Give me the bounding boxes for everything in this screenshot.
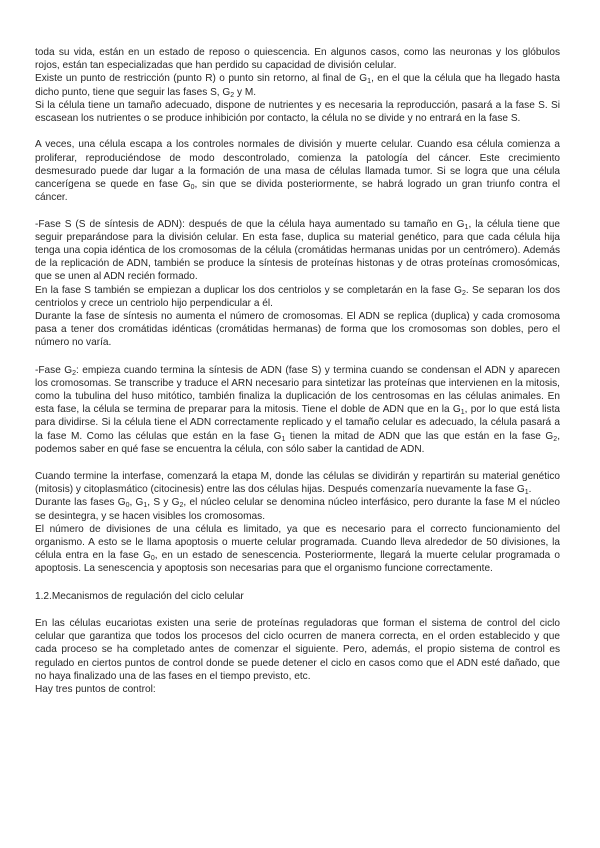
text: . [528, 484, 532, 496]
paragraph-phase-s [35, 218, 560, 284]
paragraph-size-nutrients [35, 99, 560, 125]
text: -Fase S (S de síntesis de ADN): después de que la célula haya aumentado su tamaño en G [35, 218, 465, 230]
text: , en un estado de senescencia. Posteriormente, llegará la muerte celular programada o apoptosis. La senescencia y apoptosis son necesarias para que el organismo funcione correctamente. [35, 550, 560, 575]
paragraph-regulation [35, 617, 560, 683]
text: . Se separan los dos centriolos y crece un centriolo hijo perpendicular a él. [35, 284, 560, 309]
paragraph-restriction-point [35, 72, 560, 98]
subscript: 1 [460, 409, 465, 417]
text: Cuando termine la interfase, comenzará la etapa M, donde las células se dividirán y repartirán su material genético (mitosis) y citoplasmático (citocinesis) entre las dos células hijas. Después comenzaría nuevamente la fase G [35, 471, 560, 496]
subscript: 2 [553, 435, 558, 443]
paragraph-centrioles [35, 284, 560, 310]
subscript: 1 [367, 78, 372, 86]
text: Si la célula tiene un tamaño adecuado, dispone de nutrientes y es necesaria la reproducción, pasará a la fase S. Si escasean los nutrientes o se produce inhibición por contacto, la célula no se divide y no entrará en la fase S. [35, 99, 560, 125]
text: Existe un punto de restricción (punto R) o punto sin retorno, al final de G [35, 73, 368, 85]
paragraph-interphase-end [35, 470, 560, 496]
text: , S y G [147, 497, 180, 509]
paragraph-checkpoints [35, 683, 560, 696]
subscript: 1 [143, 502, 148, 510]
text: , G [129, 497, 144, 509]
paragraph-synthesis-chromosomes [35, 310, 560, 350]
text: En las células eucariotas existen una serie de proteínas reguladoras que forman el sistema de control del ciclo celular que garantiza que todos los procesos del ciclo ocurren de manera correcta, en el orden establecido y que cada proceso se ha completado antes de comenzar el siguiente. Pero, además, el propio sistema de control es regulado en ciertos puntos de control donde se puede detener el ciclo en casos como que el ADN esté dañado, que no haya finalizado una de las fases en el tiempo previsto, etc. [35, 617, 560, 682]
text: El número de divisiones de una célula es limitado, ya que es necesario para el correcto funcionamiento del organismo. A esto se le llama apoptosis o muerte celular programada. Cuando lleva alrededor de 50 divisiones, la célula entra en la fase G [35, 523, 560, 562]
subscript: 2 [461, 289, 466, 297]
text: : empieza cuando termina la síntesis de ADN (fase S) y termina cuando se condensan el ADN y aparecen los cromosomas. Se transcribe y traduce el ARN necesario para sintetizar las proteínas que intervienen en la mitosis, como la tubulina del huso mitótico, también finaliza la duplicación de los centrosomas en las células animales. En esta fase, la célula se termina de preparar para la mitosis. Tiene el doble de ADN que en la G [35, 364, 560, 416]
subscript: 0 [125, 502, 130, 510]
text: Durante las fases G [35, 497, 126, 509]
subscript: 1 [464, 223, 469, 231]
text: tienen la mitad de ADN que las que están en la fase G [285, 430, 554, 442]
paragraph-quiescence [35, 46, 560, 72]
text: , podemos saber en qué fase se encuentra la célula, con sólo saber la cantidad de ADN. [35, 430, 560, 455]
text: , por lo que está lista para dividirse. Si la célula tiene el ADN correctamente replicado y el tamaño celular es adecuado, la célula pasará a la fase M. Como las células que están en la fase G [35, 404, 560, 442]
subscript: 1 [524, 489, 529, 497]
subscript: 2 [179, 502, 184, 510]
text: , la célula tiene que seguir preparándose para la división celular. En esta fase, duplica su material genético, para que cada célula hija tenga una copia idéntica de los cromosomas de la célula (cromátidas hermanas unidas por un centrómero). Además de la replicación de ADN, también se produce la síntesis de proteínas histonas y de otras proteínas cromosómicas, que se unen al ADN recién formado. [35, 218, 560, 283]
text: toda su vida, están en un estado de reposo o quiescencia. En algunos casos, como las neuronas y los glóbulos rojos, están tan especializadas que han perdido su capacidad de división celular. [35, 47, 560, 72]
text: , el núcleo celular se denomina núcleo interfásico, pero durante la fase M el núcleo se desintegra, y se hacen visibles los cromosomas. [35, 497, 561, 522]
text: Hay tres puntos de control: [35, 683, 156, 695]
paragraph-apoptosis [35, 523, 560, 576]
subscript: 2 [72, 369, 77, 377]
text: En la fase S también se empiezan a duplicar los dos centriolos y se completarán en la fase G [35, 284, 462, 296]
paragraph-phase-g2 [35, 364, 560, 456]
section-heading: 1.2.Mecanismos de regulación del ciclo celular [35, 590, 244, 602]
subscript: 1 [281, 435, 286, 443]
text: y M. [234, 86, 257, 98]
paragraph-interphase-nucleus [35, 496, 560, 522]
text: -Fase G [35, 364, 73, 376]
paragraph-cancer [35, 138, 560, 204]
text: Durante la fase de síntesis no aumenta el número de cromosomas. El ADN se replica (duplica) y cada cromosoma pasa a tener dos cromátidas idénticas (cromátidas hermanas) de forma que los cromosomas son dobles, pero el número no varía. [35, 311, 560, 349]
subscript: 0 [190, 184, 195, 192]
text: , en el que la célula que ha llegado hasta dicho punto, tiene que seguir las fases S, G [35, 73, 560, 98]
subscript: 2 [230, 91, 235, 99]
text: , sin que se divida posteriormente, se habrá logrado un gran triunfo contra el cáncer. [35, 179, 560, 204]
text: A veces, una célula escapa a los controles normales de división y muerte celular. Cuando esa célula comienza a proliferar, reproduciéndose de modo descontrolado, comienza la patología del cáncer. Este crecimiento desmesurado puede dar lugar a la formación de una masa de células llamada tumor. Si se logra que una célula cancerígena se quede en fase G [35, 139, 560, 191]
subscript: 0 [150, 555, 155, 563]
